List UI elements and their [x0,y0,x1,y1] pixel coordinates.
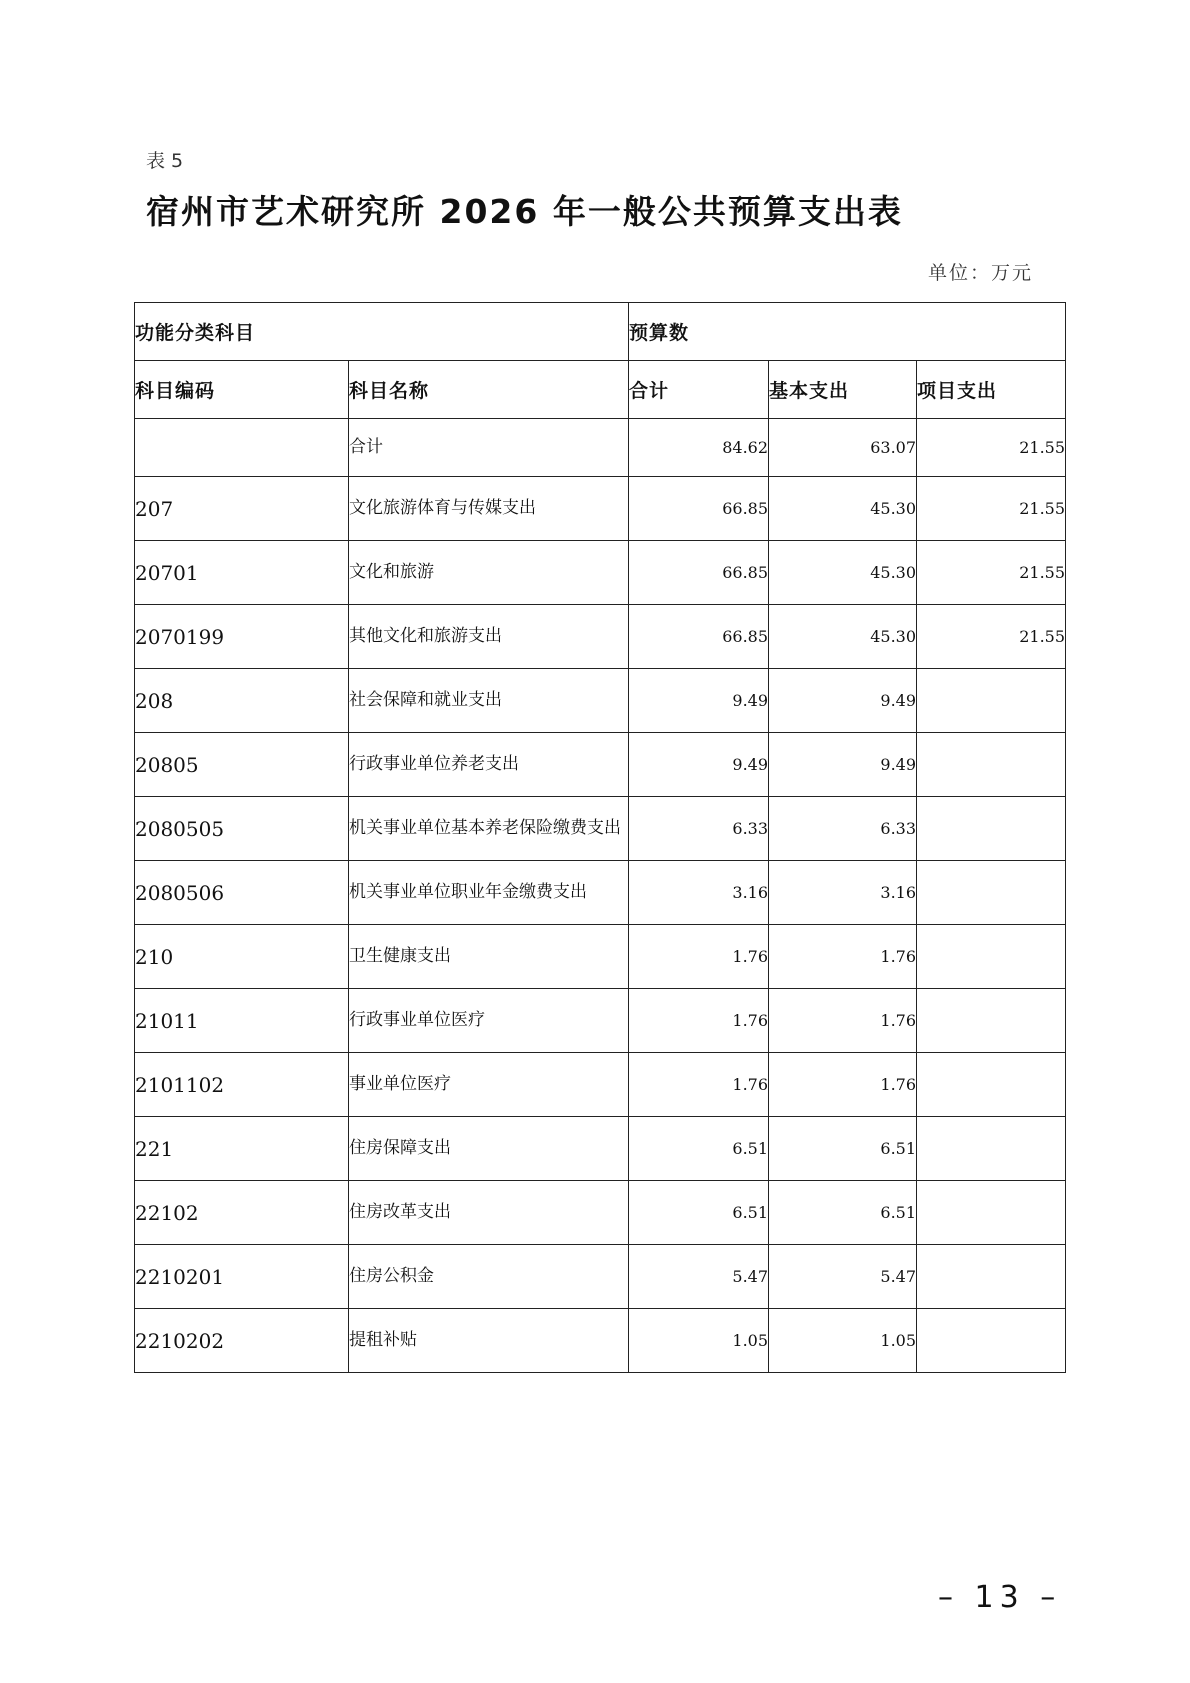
code-cell: 2070199 [135,605,349,669]
header-basic: 基本支出 [769,361,917,419]
total-cell: 6.51 [629,1117,769,1181]
project-cell [917,989,1066,1053]
total-project-cell: 21.55 [917,419,1066,477]
code-cell: 208 [135,669,349,733]
basic-cell: 5.47 [769,1245,917,1309]
project-cell [917,925,1066,989]
table-row [135,925,1066,989]
total-name-cell: 合计 [349,419,629,477]
table-row [135,989,1066,1053]
basic-cell: 1.76 [769,925,917,989]
basic-cell: 9.49 [769,733,917,797]
total-cell: 9.49 [629,733,769,797]
code-cell: 2080506 [135,861,349,925]
header-classification: 功能分类科目 [135,303,629,361]
table-row [135,1181,1066,1245]
name-cell: 社会保障和就业支出 [349,669,629,733]
total-cell: 1.76 [629,925,769,989]
basic-cell: 45.30 [769,605,917,669]
basic-cell: 6.51 [769,1117,917,1181]
code-cell: 2080505 [135,797,349,861]
name-cell: 行政事业单位养老支出 [349,733,629,797]
table-row [135,1053,1066,1117]
name-cell: 文化旅游体育与传媒支出 [349,477,629,541]
total-cell: 6.33 [629,797,769,861]
code-cell: 2210201 [135,1245,349,1309]
total-cell: 5.47 [629,1245,769,1309]
total-amount-cell: 84.62 [629,419,769,477]
name-cell: 行政事业单位医疗 [349,989,629,1053]
total-cell: 1.05 [629,1309,769,1373]
code-cell: 221 [135,1117,349,1181]
basic-cell: 1.76 [769,989,917,1053]
project-cell: 21.55 [917,541,1066,605]
name-cell: 卫生健康支出 [349,925,629,989]
group-header-row [135,303,1066,361]
project-cell: 21.55 [917,605,1066,669]
total-cell: 9.49 [629,669,769,733]
table-row [135,733,1066,797]
project-cell: 21.55 [917,477,1066,541]
total-row [135,419,1066,477]
code-cell: 2210202 [135,1309,349,1373]
total-cell: 66.85 [629,541,769,605]
header-total: 合计 [629,361,769,419]
name-cell: 文化和旅游 [349,541,629,605]
total-cell: 1.76 [629,1053,769,1117]
document-title: 宿州市艺术研究所 2026 年一般公共预算支出表 [146,192,903,231]
name-cell: 住房改革支出 [349,1181,629,1245]
table-row [135,1245,1066,1309]
table-row [135,605,1066,669]
total-cell: 6.51 [629,1181,769,1245]
code-cell: 22102 [135,1181,349,1245]
name-cell: 其他文化和旅游支出 [349,605,629,669]
table-row [135,861,1066,925]
basic-cell: 1.76 [769,1053,917,1117]
project-cell [917,797,1066,861]
header-budget: 预算数 [629,303,1066,361]
total-code-cell [135,419,349,477]
code-cell: 207 [135,477,349,541]
basic-cell: 6.33 [769,797,917,861]
basic-cell: 45.30 [769,541,917,605]
project-cell [917,1245,1066,1309]
project-cell [917,669,1066,733]
total-cell: 66.85 [629,477,769,541]
name-cell: 住房保障支出 [349,1117,629,1181]
total-basic-cell: 63.07 [769,419,917,477]
header-project: 项目支出 [917,361,1066,419]
project-cell [917,1053,1066,1117]
code-cell: 21011 [135,989,349,1053]
budget-table [134,302,1066,1373]
project-cell [917,733,1066,797]
page-number: – 13 – [938,1580,1062,1615]
table-label: 表 5 [146,150,184,172]
project-cell [917,1117,1066,1181]
column-header-row [135,361,1066,419]
table-row [135,669,1066,733]
project-cell [917,1309,1066,1373]
table-row [135,1117,1066,1181]
name-cell: 住房公积金 [349,1245,629,1309]
basic-cell: 6.51 [769,1181,917,1245]
table-row [135,541,1066,605]
name-cell: 提租补贴 [349,1309,629,1373]
code-cell: 2101102 [135,1053,349,1117]
total-cell: 66.85 [629,605,769,669]
total-cell: 1.76 [629,989,769,1053]
basic-cell: 45.30 [769,477,917,541]
table-row [135,797,1066,861]
name-cell: 机关事业单位基本养老保险缴费支出 [349,797,629,861]
table-row [135,1309,1066,1373]
table-row [135,477,1066,541]
code-cell: 20701 [135,541,349,605]
basic-cell: 9.49 [769,669,917,733]
basic-cell: 1.05 [769,1309,917,1373]
total-cell: 3.16 [629,861,769,925]
header-code: 科目编码 [135,361,349,419]
name-cell: 机关事业单位职业年金缴费支出 [349,861,629,925]
code-cell: 20805 [135,733,349,797]
unit-label: 单位：万元 [928,262,1034,284]
basic-cell: 3.16 [769,861,917,925]
name-cell: 事业单位医疗 [349,1053,629,1117]
code-cell: 210 [135,925,349,989]
header-name: 科目名称 [349,361,629,419]
project-cell [917,861,1066,925]
project-cell [917,1181,1066,1245]
